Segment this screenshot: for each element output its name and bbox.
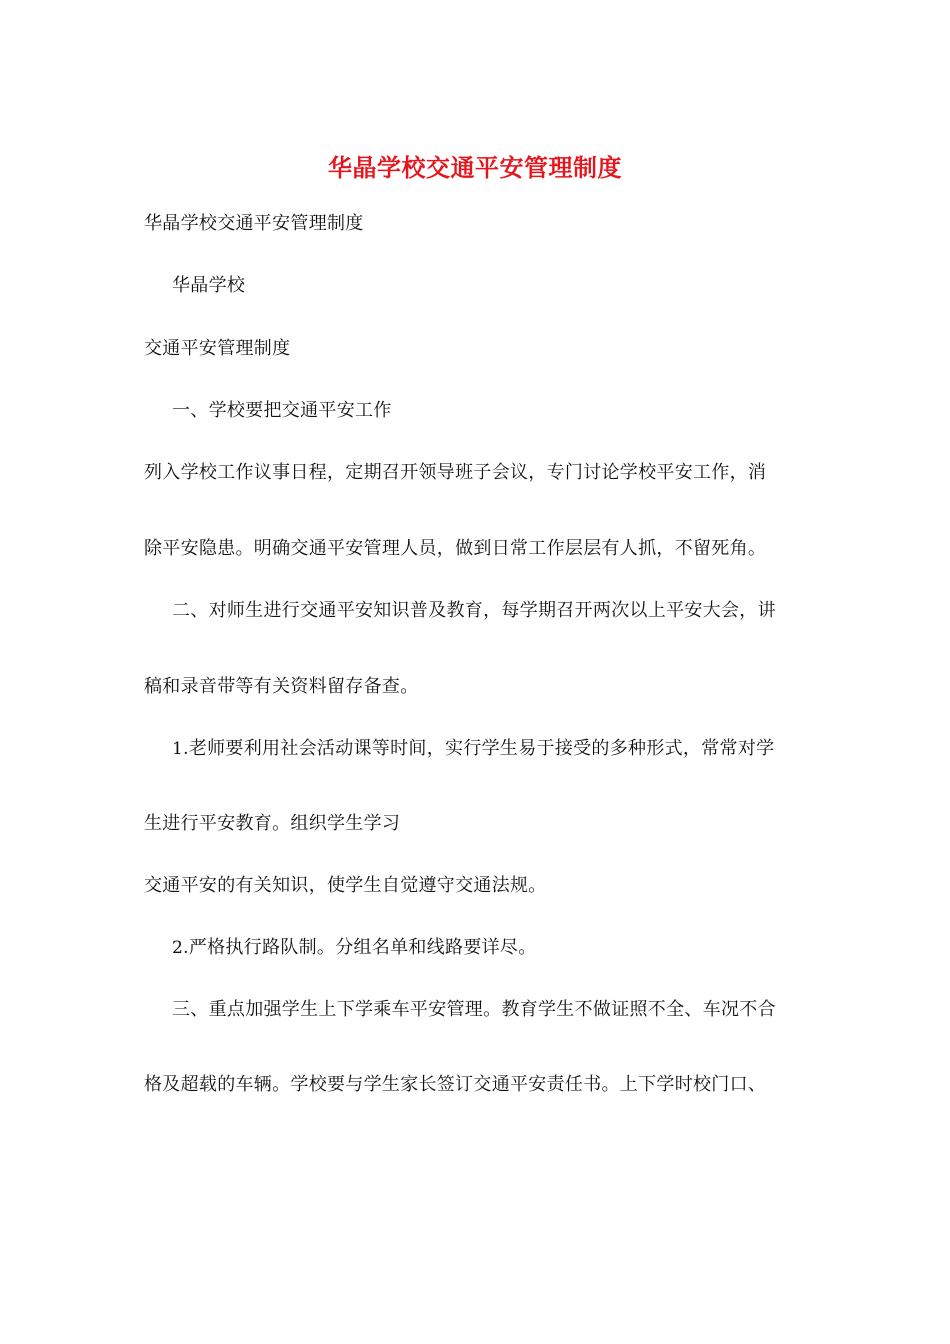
list-item (172, 935, 537, 961)
list-number: 1. (172, 739, 189, 759)
list-item (172, 736, 774, 762)
list-number: 2. (172, 938, 189, 958)
document-title: 华晶学校交通平安管理制度 (328, 153, 622, 182)
paragraph-line: 二、对师生进行交通平安知识普及教育，每学期召开两次以上平安大会，讲 (172, 600, 776, 621)
paragraph-line: 华晶学校交通平安管理制度 (144, 213, 364, 234)
paragraph-line: 交通平安管理制度 (144, 338, 291, 359)
paragraph-line: 一、学校要把交通平安工作 (172, 400, 392, 421)
list-item-text: 老师要利用社会活动课等时间，实行学生易于接受的多种形式，常常对学 (188, 738, 775, 759)
paragraph-line: 生进行平安教育。组织学生学习 (144, 813, 401, 834)
paragraph-line: 稿和录音带等有关资料留存备查。 (144, 676, 419, 697)
paragraph-line: 格及超载的车辆。学校要与学生家长签订交通平安责任书。上下学时校门口、 (144, 1074, 767, 1095)
paragraph-line: 华晶学校 (172, 275, 246, 296)
paragraph-line: 交通平安的有关知识，使学生自觉遵守交通法规。 (144, 875, 547, 896)
paragraph-line: 除平安隐患。明确交通平安管理人员，做到日常工作层层有人抓，不留死角。 (144, 538, 767, 559)
list-item-text: 严格执行路队制。分组名单和线路要详尽。 (188, 937, 537, 958)
paragraph-line: 三、重点加强学生上下学乘车平安管理。教育学生不做证照不全、车况不合 (172, 999, 776, 1020)
paragraph-line: 列入学校工作议事日程，定期召开领导班子会议，专门讨论学校平安工作，消 (144, 462, 767, 483)
